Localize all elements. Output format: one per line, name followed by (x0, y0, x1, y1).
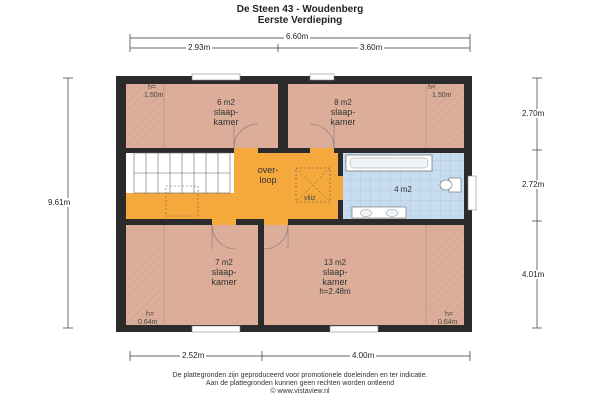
plan-title: De Steen 43 - Woudenberg (236, 4, 364, 15)
height-note-se-label: h= (445, 311, 453, 318)
dim-top-total: 6.60m (286, 32, 309, 41)
height-note-sw-value: 0.64m (138, 319, 158, 326)
dim-right-mid: 2.72m (522, 180, 545, 189)
room-landing (240, 165, 296, 185)
room-area: 4 m2 (394, 185, 412, 194)
room-area: 6 m2 (217, 98, 235, 107)
room-label: slaap- (330, 107, 356, 117)
room-label: slaap- (211, 267, 237, 277)
room-area: 7 m2 (215, 258, 233, 267)
plan-subtitle: Eerste Verdieping (257, 15, 343, 26)
dim-right-top: 2.70m (522, 109, 545, 118)
room-label: kamer (330, 117, 356, 127)
landing-floor-left (126, 193, 234, 219)
room-label: over- (257, 165, 279, 175)
height-note-ne-value: 1.50m (432, 92, 452, 99)
room-label: slaap- (322, 267, 348, 277)
disclaimer-line-1: De plattegronden zijn geproduceerd voor promotionele doeleinden en ter indicatie. (172, 372, 428, 379)
room-label: slaap- (213, 107, 239, 117)
room-label: kamer (211, 277, 237, 287)
height-note-se-value: 0.64m (438, 319, 458, 326)
room-height: h=2.48m (319, 287, 351, 296)
dim-top-left: 2.93m (188, 43, 211, 52)
dim-left-total: 9.61m (48, 198, 71, 207)
room-label: loop (259, 175, 277, 185)
room-bedroom-sw (194, 258, 254, 287)
bath-tub (346, 155, 432, 171)
dim-bottom-right: 4.00m (352, 351, 375, 360)
height-note-nw-value: 1.50m (144, 92, 164, 99)
dim-bottom-left: 2.52m (182, 351, 205, 360)
room-bathroom (378, 185, 428, 194)
room-area: 8 m2 (334, 98, 352, 107)
dim-top-right: 3.60m (360, 43, 383, 52)
landing-floor (234, 153, 338, 219)
height-note-nw-label: h= (148, 84, 156, 91)
disclaimer-line-2: Aan de plattegronden kunnen geen rechten worden ontleend (205, 380, 395, 387)
copyright: © www.vistaview.nl (270, 388, 330, 395)
room-bedroom-se (300, 258, 370, 296)
room-label: kamer (213, 117, 239, 127)
room-bedroom-ne (313, 98, 373, 127)
room-label: kamer (322, 277, 348, 287)
height-note-sw-label: h= (146, 311, 154, 318)
washbasins (352, 207, 406, 218)
room-area: 13 m2 (323, 258, 347, 267)
vliering-label: vliiz (304, 195, 316, 202)
height-note-ne-label: h< (428, 84, 436, 91)
room-bedroom-nw (196, 98, 256, 127)
dim-right-bottom: 4.01m (522, 270, 545, 279)
